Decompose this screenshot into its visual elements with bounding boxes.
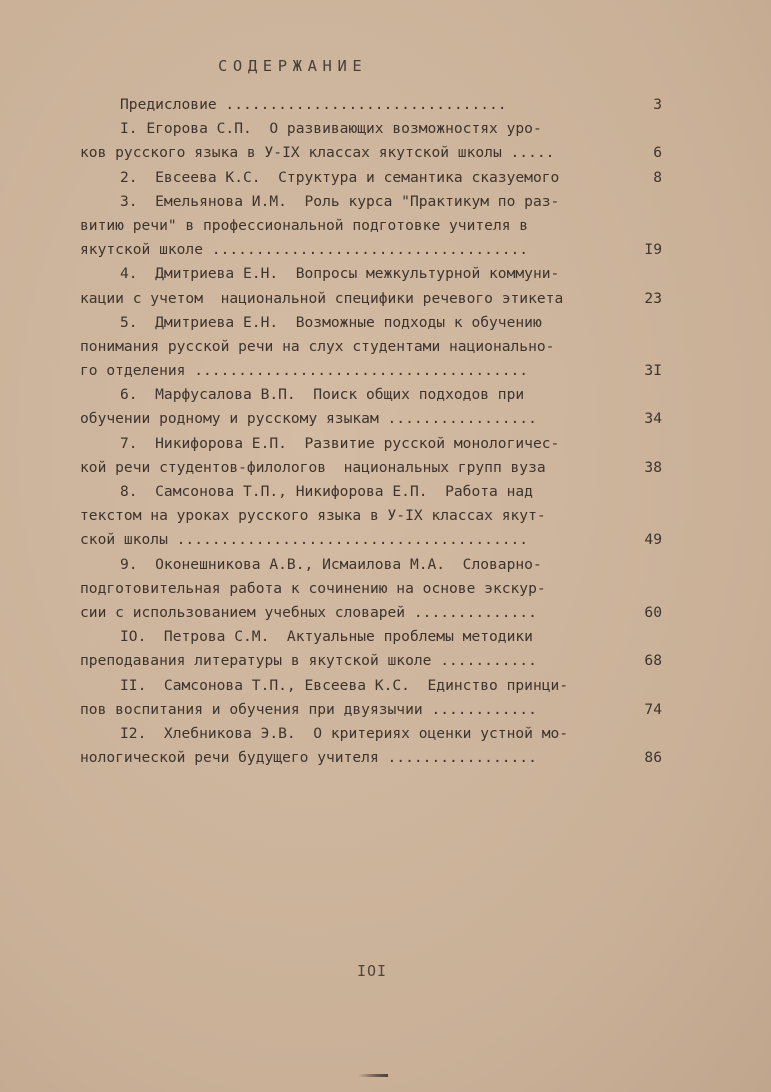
toc-line bbox=[80, 649, 680, 673]
toc-line-text: кации с учетом национальной специфики речевого этикета bbox=[80, 289, 564, 307]
toc-line bbox=[80, 456, 680, 480]
toc-line-text: го отделения ...................................... bbox=[80, 362, 529, 380]
toc-line-text: сии с использованием учебных словарей .............. bbox=[80, 603, 537, 621]
toc-line bbox=[80, 625, 680, 649]
toc-line-text: Предисловие ................................ bbox=[120, 96, 507, 113]
toc-page-number: 38 bbox=[644, 458, 662, 476]
toc-line-text: 7. Никифорова Е.П. Развитие русской монологичес- bbox=[120, 434, 560, 452]
toc-line bbox=[80, 93, 680, 117]
toc-line bbox=[80, 722, 680, 746]
toc-line-text: 3. Емельянова И.М. Роль курса "Практикум по раз- bbox=[120, 192, 560, 210]
toc-line bbox=[80, 480, 680, 504]
ink-mark bbox=[358, 1074, 388, 1077]
toc-line bbox=[80, 262, 680, 286]
toc-line-text: обучении родному и русскому языкам ................. bbox=[80, 410, 537, 428]
toc-line-text: кой речи студентов-филологов национальных групп вуза bbox=[80, 458, 546, 476]
toc-line-text: 8. Самсонова Т.П., Никифорова Е.П. Работа над bbox=[120, 483, 533, 500]
toc-page-number: 49 bbox=[644, 531, 662, 549]
toc-page-number: 86 bbox=[644, 749, 662, 767]
toc-line-text: витию речи" в профессиональной подготовке учителя в bbox=[80, 216, 529, 234]
toc-line-text: 2. Евсеева К.С. Структура и семантика сказуемого bbox=[120, 168, 560, 186]
toc-line bbox=[80, 359, 680, 383]
toc-line bbox=[80, 553, 680, 577]
toc-line bbox=[80, 674, 680, 698]
toc-line-text: I. Егорова С.П. О развивающих возможностях уро- bbox=[120, 120, 542, 138]
toc-line bbox=[80, 311, 680, 335]
toc-line-text: IO. Петрова С.М. Актуальные проблемы методики bbox=[120, 628, 533, 646]
toc-line bbox=[80, 117, 680, 141]
toc-line bbox=[80, 214, 680, 238]
toc-line-text: II. Самсонова Т.П., Евсеева К.С. Единство принци- bbox=[120, 676, 569, 694]
toc-line-text: понимания русской речи на слух студентами национально- bbox=[80, 337, 555, 355]
toc-line-text: 9. Оконешникова А.В., Исмаилова М.А. Словарно- bbox=[120, 555, 542, 573]
toc-line-text: подготовительная работа к сочинению на основе экскур- bbox=[80, 579, 546, 597]
toc-line-text: якутской школе .................................... bbox=[80, 241, 529, 259]
toc-line-text: пов воспитания и обучения при двуязычии ............ bbox=[80, 700, 537, 718]
toc-page-number: 68 bbox=[644, 652, 662, 670]
toc-page-number: 34 bbox=[644, 410, 662, 428]
toc-line bbox=[80, 577, 680, 601]
toc-line-text: преподавания литературы в якутской школе ........... bbox=[80, 652, 537, 670]
toc-line bbox=[80, 141, 680, 165]
toc-line bbox=[80, 746, 680, 770]
page-number: IOI bbox=[357, 962, 388, 980]
toc-line bbox=[80, 287, 680, 311]
toc-line bbox=[80, 335, 680, 359]
toc-line-text: 4. Дмитриева Е.Н. Вопросы межкультурной коммуни- bbox=[120, 265, 560, 283]
toc-line-text: ков русского языка в У-IX классах якутской школы ..... bbox=[80, 144, 555, 162]
toc-line bbox=[80, 601, 680, 625]
toc-page-number: 60 bbox=[644, 603, 662, 621]
toc-page-number: 3 bbox=[653, 96, 662, 113]
toc-line bbox=[80, 238, 680, 262]
toc-line-text: 6. Марфусалова В.П. Поиск общих подходов при bbox=[120, 386, 525, 404]
toc-line-text: текстом на уроках русского языка в У-IX классах якут- bbox=[80, 507, 546, 525]
toc-line bbox=[80, 698, 680, 722]
toc-line bbox=[80, 383, 680, 407]
toc-page-number: 74 bbox=[644, 700, 662, 718]
toc-line-text: ской школы ........................................ bbox=[80, 531, 529, 549]
toc-line bbox=[80, 190, 680, 214]
toc-page-number: I9 bbox=[644, 241, 662, 259]
toc-line bbox=[80, 504, 680, 528]
toc-line-text: I2. Хлебникова Э.В. О критериях оценки устной мо- bbox=[120, 724, 569, 742]
toc-line bbox=[80, 528, 680, 552]
toc-page-number: 3I bbox=[644, 362, 662, 380]
toc-line-text: 5. Дмитриева Е.Н. Возможные подходы к обучению bbox=[120, 313, 542, 331]
table-of-contents bbox=[80, 93, 680, 770]
toc-line bbox=[80, 166, 680, 190]
toc-page-number: 6 bbox=[653, 144, 662, 162]
toc-page-number: 23 bbox=[644, 289, 662, 307]
contents-title: СОДЕРЖАНИЕ bbox=[218, 57, 368, 75]
toc-line bbox=[80, 407, 680, 431]
toc-line-text: нологической речи будущего учителя ................. bbox=[80, 749, 537, 767]
toc-line bbox=[80, 432, 680, 456]
toc-page-number: 8 bbox=[653, 168, 662, 186]
